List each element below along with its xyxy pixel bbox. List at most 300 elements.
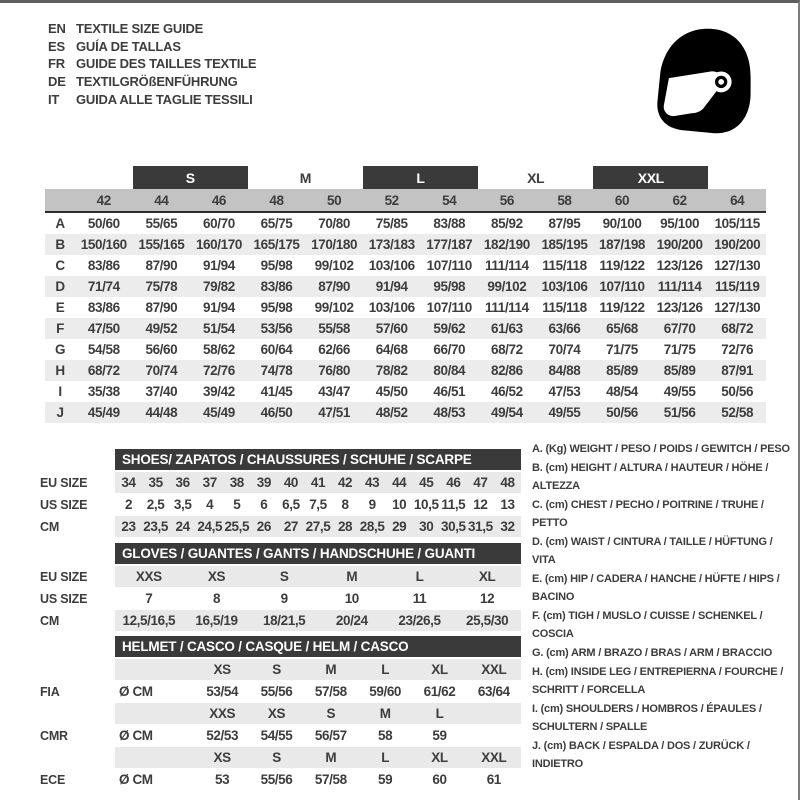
measure-value: 99/102	[487, 279, 527, 294]
measure-value: 48/54	[606, 384, 638, 399]
measure-value: 56/60	[145, 342, 178, 357]
guide-title: TEXTILE SIZE GUIDE	[76, 21, 204, 37]
measure-value: 103/106	[368, 300, 415, 315]
measure-value: 107/110	[426, 258, 472, 273]
legend-item: E. (cm) HIP / CADERA / HANCHE / HÜFTE / HIPS / BACINO	[532, 573, 780, 603]
measure-value: 51/56	[663, 405, 696, 420]
size-column-header: 48	[269, 192, 284, 208]
size-value: L	[435, 706, 444, 721]
language-row	[48, 55, 256, 73]
size-value: 45	[419, 475, 434, 490]
measure-row-label: F	[56, 321, 64, 336]
measure-value: 119/122	[599, 300, 645, 315]
guide-title: GUIDE DES TAILLES TEXTILE	[76, 56, 257, 72]
size-value: S	[272, 662, 281, 677]
measure-value: 70/80	[318, 216, 351, 231]
size-value: 46	[446, 475, 461, 490]
size-value: 28,5	[359, 519, 385, 534]
size-value: XS	[213, 750, 231, 765]
size-value: 58	[378, 728, 393, 743]
measure-value: 83/86	[260, 279, 293, 294]
helmet-table-rows	[40, 659, 521, 790]
language-row	[48, 20, 256, 38]
row-label: US SIZE	[40, 497, 88, 512]
row-values	[115, 610, 521, 631]
measure-row-j	[45, 402, 766, 423]
measure-value: 91/94	[203, 300, 235, 315]
measure-value: 54/58	[87, 342, 120, 357]
size-value: 59	[378, 772, 393, 787]
measure-value: 95/98	[433, 279, 466, 294]
measure-value: 50/60	[87, 216, 120, 231]
measure-row-label: H	[55, 363, 65, 378]
size-value: S	[272, 750, 281, 765]
measure-value: 63/66	[548, 321, 581, 336]
helmet-icon	[648, 22, 762, 138]
measure-value: 72/76	[721, 342, 754, 357]
language-row	[48, 38, 256, 56]
measure-value: 173/183	[368, 237, 415, 252]
row-values	[115, 566, 521, 587]
row-values	[115, 681, 521, 702]
size-value: 41	[310, 475, 326, 490]
size-value: 25,5/30	[466, 613, 509, 628]
measure-value: 85/92	[490, 216, 523, 231]
size-value: 8	[212, 591, 221, 606]
size-column-header: 42	[96, 192, 111, 208]
size-value: 12	[480, 591, 495, 606]
measure-value: 185/195	[541, 237, 588, 252]
measure-value: 48/52	[375, 405, 408, 420]
measure-value: 45/49	[87, 405, 120, 420]
size-value: M	[379, 706, 391, 721]
size-value: L	[381, 662, 390, 677]
size-value: 53/54	[206, 684, 239, 699]
measure-value: 123/126	[656, 300, 703, 315]
row-label: FIA	[40, 684, 60, 699]
size-value	[467, 725, 521, 746]
size-value: XL	[478, 569, 496, 584]
measure-value: 99/102	[314, 258, 354, 273]
language-code: IT	[48, 91, 60, 107]
measure-value: 170/180	[311, 237, 358, 252]
measure-row-b	[45, 234, 766, 255]
size-value: XS	[213, 662, 231, 677]
measure-value: 79/82	[203, 279, 235, 294]
size-value: 2,5	[146, 497, 165, 512]
size-value: 42	[337, 475, 353, 490]
guide-title: GUIDA ALLE TAGLIE TESSILI	[76, 91, 253, 107]
measure-value: 103/106	[368, 258, 415, 273]
size-value: 59	[432, 728, 447, 743]
measure-value: 70/74	[548, 342, 581, 357]
size-value: XXS	[135, 569, 162, 584]
measure-value: 46/50	[260, 405, 293, 420]
measure-value: 190/200	[656, 237, 703, 252]
measure-value: 90/100	[602, 216, 642, 231]
measure-value: 47/53	[548, 384, 581, 399]
size-value: 57/58	[314, 684, 347, 699]
size-value: 35	[148, 475, 163, 490]
size-value: 63/64	[477, 684, 510, 699]
language-title-list	[48, 20, 256, 108]
diameter-label	[115, 747, 195, 768]
measure-value: 65/68	[606, 321, 638, 336]
language-row	[48, 90, 256, 108]
measure-value: 55/65	[145, 216, 178, 231]
measure-value: 115/118	[542, 300, 587, 315]
measure-value: 39/42	[203, 384, 235, 399]
size-value: 7,5	[309, 497, 327, 512]
measure-value: 58/62	[203, 342, 235, 357]
size-value: 10	[344, 591, 359, 606]
size-value: XL	[431, 662, 448, 677]
size-column-header: 46	[211, 192, 227, 208]
measure-value: 72/76	[203, 363, 235, 378]
measure-value: 83/88	[433, 216, 466, 231]
legend-item: G. (cm) ARM / BRAZO / BRAS / ARM / BRACCIO	[532, 647, 773, 659]
row-label: CM	[40, 613, 60, 628]
measure-value: 155/165	[138, 237, 185, 252]
size-value: XL	[431, 750, 448, 765]
language-row	[48, 73, 256, 91]
size-number-row	[45, 189, 766, 213]
size-value: 16,5/19	[195, 613, 238, 628]
measure-value: 95/98	[260, 258, 293, 273]
size-column-header: 64	[730, 192, 745, 208]
measure-value: 87/90	[145, 300, 178, 315]
measure-row-label: B	[55, 237, 65, 252]
measure-value: 80/84	[433, 363, 466, 378]
size-value: 48	[500, 475, 515, 490]
measure-value: 51/54	[203, 321, 235, 336]
measure-value: 52/58	[721, 405, 754, 420]
measure-value: 177/187	[426, 237, 473, 252]
diameter-label: Ø CM	[119, 728, 153, 743]
legend-item: H. (cm) INSIDE LEG / ENTREPIERNA / FOURCHE / SCHRITT / FORCELLA	[532, 666, 784, 696]
helmet-row	[40, 725, 521, 746]
helmet-row	[40, 703, 521, 724]
row-values	[115, 588, 521, 609]
gloves-row	[40, 566, 521, 587]
measure-value: 111/114	[484, 258, 529, 273]
diameter-label: Ø CM	[119, 772, 153, 787]
legend-item: D. (cm) WAIST / CINTURA / TAILLE / HÜFTUNG / VITA	[532, 536, 773, 566]
row-label: EU SIZE	[40, 475, 88, 490]
size-value: 27,5	[305, 519, 331, 534]
size-value: 11,5	[441, 497, 466, 512]
size-value: 20/24	[335, 613, 368, 628]
measure-value: 68/72	[721, 321, 754, 336]
measure-value: 190/200	[714, 237, 761, 252]
gloves-table-rows	[40, 566, 521, 631]
measure-value: 119/122	[599, 258, 645, 273]
size-value: L	[415, 569, 424, 584]
measure-value: 187/198	[599, 237, 646, 252]
measure-value: 64/68	[375, 342, 408, 357]
measure-value: 111/114	[484, 300, 529, 315]
measure-value: 49/52	[145, 321, 178, 336]
measure-value: 111/114	[657, 279, 702, 294]
measure-value: 50/56	[606, 405, 638, 420]
measure-value: 68/72	[87, 363, 120, 378]
size-column-header: 56	[499, 192, 514, 208]
size-value: 53	[215, 772, 230, 787]
measure-value: 53/56	[260, 321, 293, 336]
size-value: S	[279, 569, 289, 584]
size-value	[467, 703, 521, 724]
row-label: CMR	[40, 728, 68, 743]
measure-value: 46/51	[433, 384, 466, 399]
row-values	[115, 725, 521, 746]
measure-value: 82/86	[490, 363, 523, 378]
row-values	[115, 516, 521, 537]
size-value: 8	[341, 497, 349, 512]
diameter-label	[115, 703, 195, 724]
measure-value: 68/72	[490, 342, 523, 357]
measure-value: 71/74	[87, 279, 120, 294]
row-label: ECE	[40, 772, 66, 787]
measure-value: 84/88	[548, 363, 581, 378]
legend-item: I. (cm) SHOULDERS / HOMBROS / ÉPAULES / SCHULTERN / SPALLE	[532, 703, 762, 733]
measure-value: 74/78	[260, 363, 293, 378]
size-value: 23	[121, 519, 136, 534]
size-value: 55/56	[260, 772, 293, 787]
size-value: 61/62	[423, 684, 456, 699]
size-column-header: 60	[614, 192, 630, 208]
measure-value: 47/51	[318, 405, 351, 420]
size-value: M	[325, 750, 337, 765]
language-code: EN	[48, 21, 66, 37]
size-group-s: S	[133, 166, 248, 189]
row-values	[115, 747, 521, 768]
guide-title: TEXTILGRÖßENFÜHRUNG	[76, 74, 238, 90]
measure-value: 49/55	[548, 405, 581, 420]
size-value: 57/58	[314, 772, 347, 787]
measure-row-d	[45, 276, 766, 297]
guide-title: GUÍA DE TALLAS	[76, 38, 181, 54]
measure-value: 95/98	[260, 300, 293, 315]
measure-value: 46/52	[490, 384, 523, 399]
size-value: 4	[206, 497, 214, 512]
size-value: XXL	[481, 750, 507, 765]
size-column-header: 54	[442, 192, 457, 208]
measure-value: 48/53	[433, 405, 466, 420]
shoes-table-rows	[40, 472, 521, 537]
gloves-row	[40, 588, 521, 609]
measure-value: 107/110	[426, 300, 472, 315]
measure-row-a	[45, 213, 766, 234]
measure-value: 60/64	[260, 342, 293, 357]
measure-value: 105/115	[714, 216, 760, 231]
shoes-table	[40, 449, 521, 538]
size-column-header: 44	[154, 192, 169, 208]
measure-value: 47/50	[87, 321, 120, 336]
diameter-label	[115, 659, 195, 680]
size-value: XS	[267, 706, 286, 721]
row-label: CM	[40, 519, 60, 534]
gloves-row	[40, 610, 521, 631]
textile-size-table	[45, 166, 766, 423]
size-value: 60	[432, 772, 447, 787]
size-value: 40	[283, 475, 299, 490]
size-value: 23/26,5	[398, 613, 441, 628]
size-value: 34	[121, 475, 136, 490]
measure-value: 41/45	[260, 384, 293, 399]
size-group-row	[45, 166, 766, 189]
size-column-header: 52	[384, 192, 399, 208]
measure-row-h	[45, 360, 766, 381]
measure-value: 62/66	[318, 342, 351, 357]
helmet-size-table	[40, 636, 521, 791]
size-value: 25,5	[224, 519, 250, 534]
row-values	[115, 703, 521, 724]
helmet-table-title: HELMET / CASCO / CASQUE / HELM / CASCO	[115, 636, 521, 657]
size-column-header: 62	[672, 192, 687, 208]
size-value: 12	[473, 497, 488, 512]
size-value: 13	[500, 497, 515, 512]
size-value: XXS	[209, 706, 236, 721]
measure-row-f	[45, 318, 766, 339]
size-column-header: 50	[327, 192, 342, 208]
measure-value: 50/56	[721, 384, 754, 399]
measure-value: 35/38	[87, 384, 120, 399]
size-value: 43	[365, 475, 380, 490]
size-value: 44	[392, 475, 407, 490]
measure-value: 99/102	[314, 300, 354, 315]
measure-value: 71/75	[606, 342, 638, 357]
size-value: 18/21,5	[263, 613, 306, 628]
measure-value: 44/48	[145, 405, 178, 420]
measure-value: 95/100	[660, 216, 700, 231]
size-value: 38	[229, 475, 244, 490]
row-label	[40, 703, 115, 724]
size-value: 9	[368, 497, 376, 512]
row-values	[115, 494, 521, 515]
helmet-row	[40, 681, 521, 702]
measure-value: 55/58	[318, 321, 351, 336]
measure-value: 71/75	[663, 342, 696, 357]
measure-value: 70/74	[145, 363, 178, 378]
size-value: 56/57	[314, 728, 347, 743]
size-value: 30,5	[440, 519, 466, 534]
size-value: 39	[256, 475, 271, 490]
measure-value: 150/160	[80, 237, 127, 252]
size-value: 47	[473, 475, 488, 490]
measure-value: 87/90	[145, 258, 178, 273]
size-value: XXL	[481, 662, 507, 677]
measure-row-label: G	[54, 342, 66, 357]
measure-row-label: A	[55, 216, 65, 231]
size-value: 52/53	[206, 728, 239, 743]
measure-value: 85/89	[606, 363, 638, 378]
size-value: 36	[175, 475, 190, 490]
helmet-row	[40, 747, 521, 768]
size-value: 10	[392, 497, 407, 512]
measure-value: 165/175	[253, 237, 300, 252]
size-value: 2	[124, 497, 133, 512]
language-code: ES	[48, 38, 65, 54]
helmet-row	[40, 769, 521, 790]
textile-table-body	[45, 213, 766, 423]
size-value: 27	[283, 519, 299, 534]
size-value: M	[346, 569, 358, 584]
size-value: 54/55	[260, 728, 293, 743]
measure-row-label: C	[55, 258, 65, 273]
shoes-row	[40, 494, 521, 515]
measure-value: 87/90	[318, 279, 351, 294]
legend-panel	[532, 440, 794, 774]
measure-value: 66/70	[433, 342, 466, 357]
size-value: 6,5	[282, 497, 300, 512]
size-value: 7	[145, 591, 153, 606]
size-value: 55/56	[260, 684, 293, 699]
measure-value: 91/94	[203, 258, 235, 273]
size-value: 30	[419, 519, 434, 534]
size-value: 26	[256, 519, 271, 534]
legend-item: B. (cm) HEIGHT / ALTURA / HAUTEUR / HÖHE / ALTEZZA	[532, 462, 769, 492]
size-value: 5	[233, 497, 241, 512]
measure-value: 65/75	[260, 216, 293, 231]
size-value: 32	[500, 519, 515, 534]
row-values	[115, 472, 521, 493]
legend-item: F. (cm) TIGH / MUSLO / CUISSE / SCHENKEL / COSCIA	[532, 610, 763, 640]
measure-row-e	[45, 297, 766, 318]
measure-value: 37/40	[145, 384, 178, 399]
measure-value: 75/85	[375, 216, 408, 231]
size-value: S	[326, 706, 336, 721]
row-label	[40, 659, 115, 680]
measure-value: 115/119	[714, 279, 760, 294]
row-values	[115, 659, 521, 680]
measure-value: 45/49	[203, 405, 235, 420]
measure-value: 61/63	[490, 321, 523, 336]
size-value: 28	[337, 519, 353, 534]
measure-value: 78/82	[375, 363, 408, 378]
size-value: M	[325, 662, 337, 677]
size-value: 12,5/16,5	[122, 613, 176, 628]
size-column-header: 58	[557, 192, 572, 208]
size-value: 6	[260, 497, 268, 512]
gloves-table-title: GLOVES / GUANTES / GANTS / HANDSCHUHE / GUANTI	[115, 543, 521, 564]
measure-value: 182/190	[483, 237, 530, 252]
size-value: 37	[202, 475, 217, 490]
legend-item: J. (cm) BACK / ESPALDA / DOS / ZURÜCK / INDIETRO	[532, 740, 750, 770]
measure-value: 83/86	[87, 300, 120, 315]
measure-value: 103/106	[541, 279, 588, 294]
helmet-row	[40, 659, 521, 680]
visor-pivot-center	[718, 79, 724, 85]
row-label: EU SIZE	[40, 569, 88, 584]
size-value: 11	[412, 591, 427, 606]
measure-value: 75/78	[145, 279, 178, 294]
measure-row-label: J	[56, 405, 64, 420]
measure-value: 76/80	[318, 363, 351, 378]
measure-row-i	[45, 381, 766, 402]
measure-value: 43/47	[318, 384, 351, 399]
shoes-row	[40, 472, 521, 493]
language-code: DE	[48, 74, 66, 90]
measure-value: 83/86	[87, 258, 120, 273]
measure-row-label: I	[58, 384, 62, 399]
measure-value: 85/89	[663, 363, 696, 378]
measure-value: 91/94	[375, 279, 408, 294]
size-value: 59/60	[369, 684, 402, 699]
size-value: 29	[392, 519, 407, 534]
measure-value: 127/130	[714, 258, 761, 273]
size-value: 61	[486, 772, 501, 787]
diameter-label: Ø CM	[119, 684, 153, 699]
